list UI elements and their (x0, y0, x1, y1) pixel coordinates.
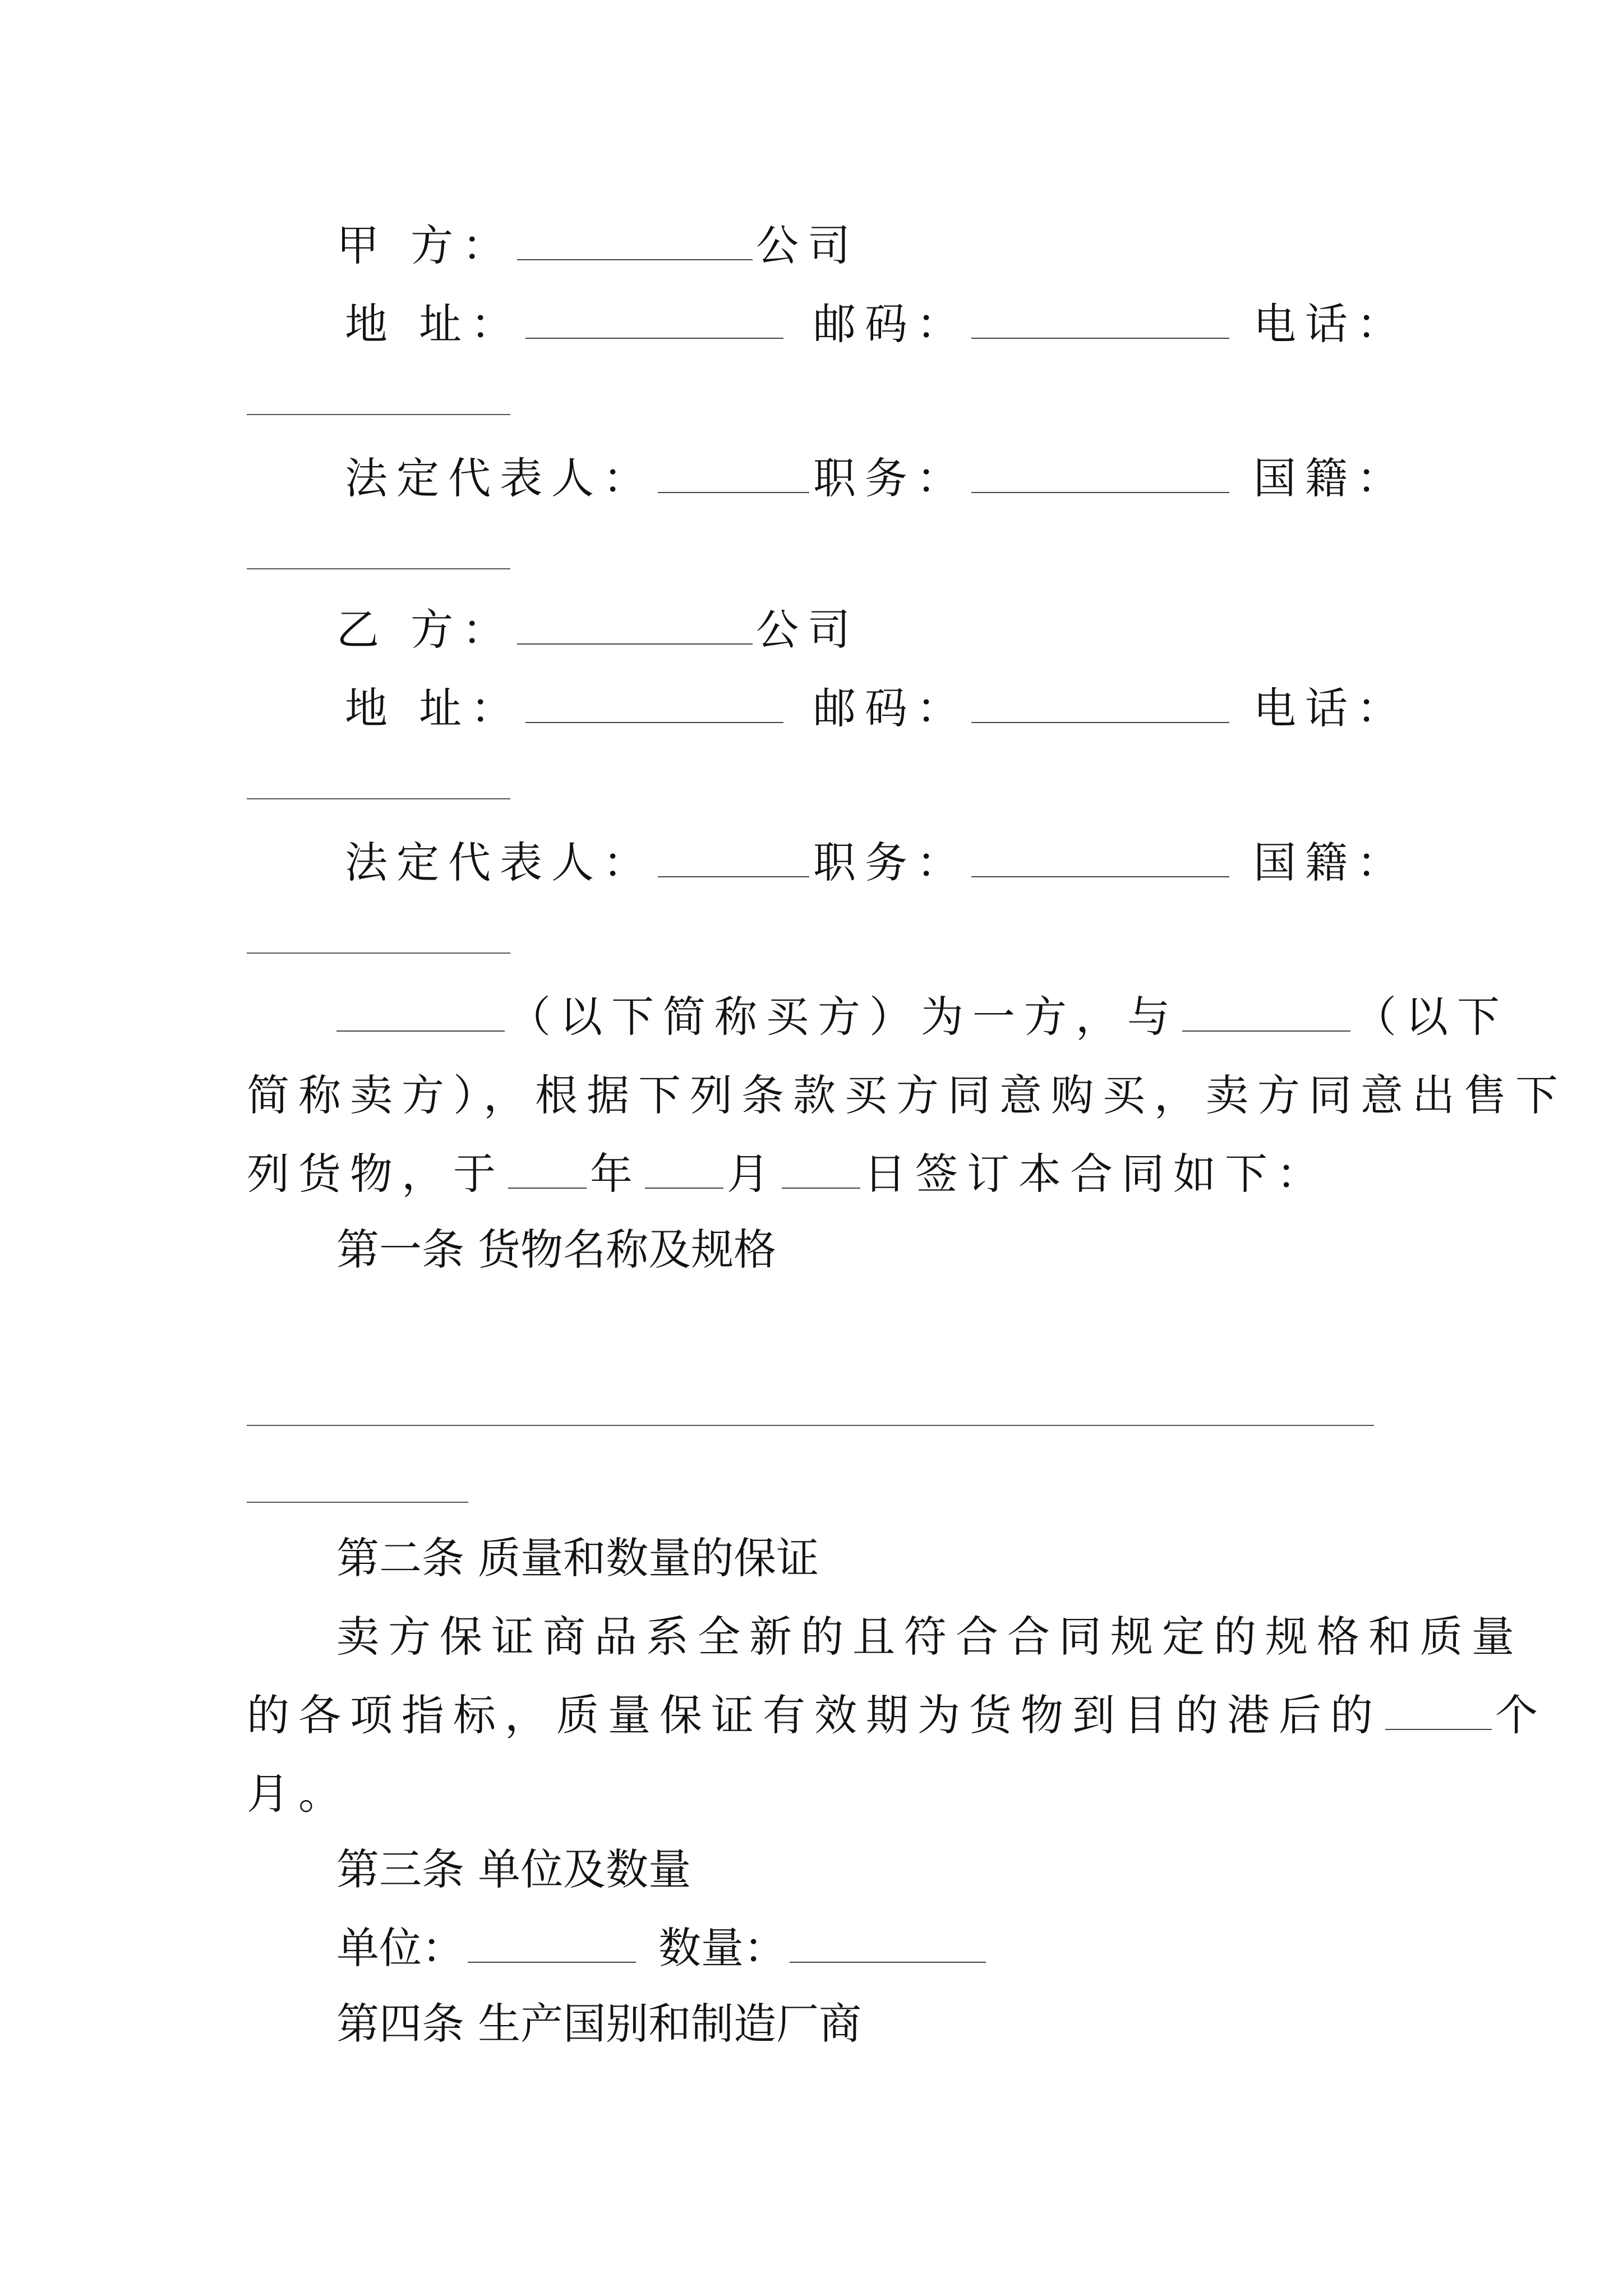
party-a-postcode-label: 邮码： (813, 299, 968, 349)
intro-text-3b: 年 (590, 1149, 642, 1199)
party-b-position-label: 职务： (813, 838, 968, 887)
party-a-position-line (813, 453, 1233, 503)
intro-line-3 (247, 1149, 1328, 1199)
unit-blank[interactable] (468, 1928, 636, 1963)
intro-text-3a: 列货物，于 (247, 1149, 505, 1199)
party-a-address-line (345, 299, 787, 349)
party-b-label: 乙 方： (336, 605, 514, 655)
article-2-line-2 (247, 1690, 1547, 1740)
party-a-suffix: 公司 (756, 220, 860, 270)
party-b-phone-label: 电话： (1253, 683, 1408, 733)
party-a-rep-label: 法定代表人： (345, 453, 654, 503)
party-b-nationality-blank[interactable] (247, 953, 510, 954)
article-4-title: 第四条 生产国别和制造厂商 (336, 1999, 862, 2049)
article-2-text-2a: 的各项指标，质量保证有效期为货物到目的港后的 (247, 1690, 1382, 1740)
party-a-phone-label: 电话： (1253, 299, 1408, 349)
party-a-label: 甲 方： (336, 220, 514, 270)
article-3-fields (336, 1923, 989, 1973)
intro-text-1a: （以下简称买方）为一方，与 (508, 992, 1179, 1042)
intro-text-3d: 日签订本合同如下： (864, 1149, 1328, 1199)
party-b-address-label: 地 址： (345, 683, 523, 733)
quantity-label: 数量： (658, 1923, 786, 1973)
party-b-postcode-blank[interactable] (971, 688, 1229, 723)
unit-label: 单位： (336, 1923, 464, 1973)
month-blank[interactable] (645, 1154, 723, 1189)
article-2-text-2b: 个 (1495, 1690, 1547, 1740)
party-b-position-line (813, 838, 1233, 887)
party-a-nationality-label: 国籍： (1253, 453, 1408, 503)
party-b-position-blank[interactable] (971, 843, 1229, 877)
party-b-address-blank[interactable] (525, 688, 783, 723)
article-3-title: 第三条 单位及数量 (336, 1844, 691, 1894)
party-a-address-label: 地 址： (345, 299, 523, 349)
party-a-line (336, 220, 860, 270)
year-blank[interactable] (508, 1154, 587, 1189)
article-2-title: 第二条 质量和数量的保证 (336, 1533, 819, 1583)
party-b-address-line (345, 683, 787, 733)
party-b-rep-blank[interactable] (658, 843, 809, 877)
seller-blank[interactable] (1182, 997, 1350, 1032)
article-1-title: 第一条 货物名称及规格 (336, 1225, 777, 1274)
party-b-rep-line (345, 838, 813, 887)
day-blank[interactable] (782, 1154, 860, 1189)
party-a-nationality-blank[interactable] (247, 568, 510, 569)
warranty-months-blank[interactable] (1385, 1695, 1492, 1730)
party-a-rep-line (345, 453, 813, 503)
party-b-postcode-label: 邮码： (813, 683, 968, 733)
party-a-phone-blank[interactable] (247, 414, 510, 415)
quantity-blank[interactable] (790, 1928, 986, 1963)
intro-line-2: 简称卖方），根据下列条款买方同意购买，卖方同意出售下 (247, 1070, 1567, 1120)
buyer-blank[interactable] (336, 997, 505, 1032)
party-b-postcode-line (813, 683, 1233, 733)
party-a-rep-blank[interactable] (658, 458, 809, 493)
party-b-nationality-label: 国籍： (1253, 838, 1408, 887)
article-2-line-3: 月。 (247, 1769, 350, 1819)
intro-text-3c: 月 (727, 1149, 778, 1199)
intro-line-1 (336, 992, 1509, 1042)
party-b-phone-blank[interactable] (247, 798, 510, 799)
article-1-blank-line-1[interactable] (247, 1425, 1374, 1426)
party-b-rep-label: 法定代表人： (345, 838, 654, 887)
party-b-name-blank[interactable] (517, 610, 753, 645)
party-a-position-label: 职务： (813, 453, 968, 503)
party-a-position-blank[interactable] (971, 458, 1229, 493)
party-a-address-blank[interactable] (525, 304, 783, 339)
party-b-line (336, 605, 860, 655)
party-a-postcode-line (813, 299, 1233, 349)
party-a-name-blank[interactable] (517, 226, 753, 260)
intro-text-1b: （以下 (1354, 992, 1509, 1042)
article-2-line-1: 卖方保证商品系全新的且符合合同规定的规格和质量 (336, 1612, 1523, 1662)
party-a-postcode-blank[interactable] (971, 304, 1229, 339)
article-1-blank-line-2[interactable] (247, 1502, 468, 1503)
party-b-suffix: 公司 (756, 605, 860, 655)
